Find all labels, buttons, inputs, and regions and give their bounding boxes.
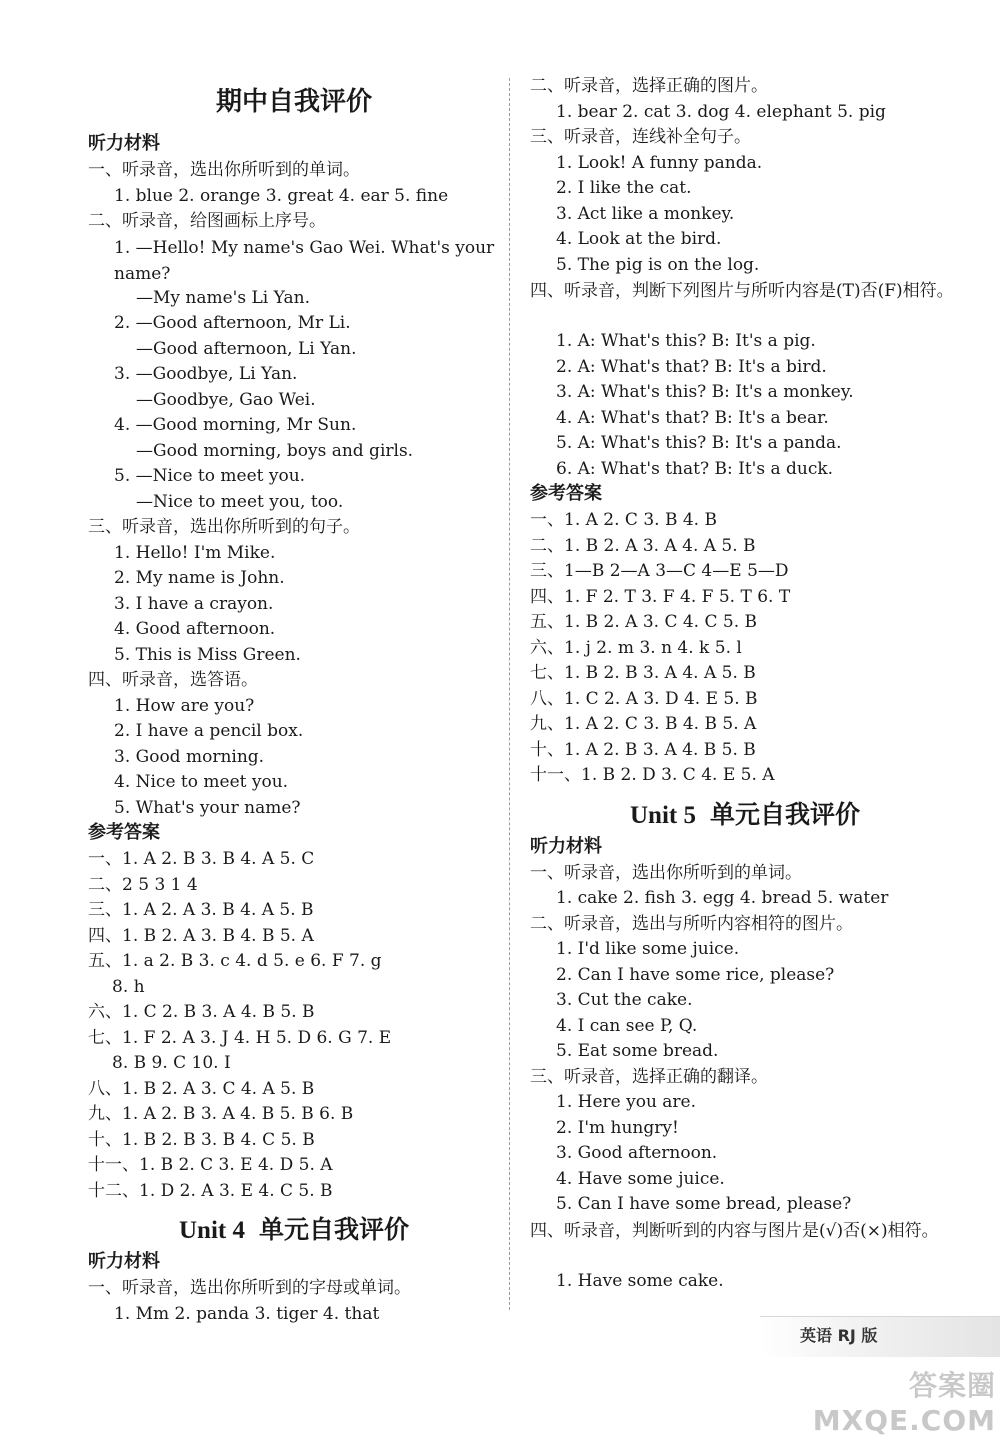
section-heading xyxy=(88,1250,500,1274)
column-divider xyxy=(509,78,510,1310)
line-text: 九、1. A 2. C 3. B 4. B 5. A xyxy=(530,714,757,734)
item-line xyxy=(530,100,960,124)
item-line xyxy=(88,770,500,794)
item-line xyxy=(530,227,960,251)
line-text: 1. Mm 2. panda 3. tiger 4. that xyxy=(114,1303,380,1324)
line-text: 八、1. B 2. A 3. C 4. A 5. B xyxy=(88,1078,315,1099)
answer-line xyxy=(88,1128,500,1152)
footer-band xyxy=(760,1316,1000,1357)
item-line xyxy=(530,355,960,379)
section-heading xyxy=(530,482,960,506)
footer-label: 英语 RJ 版 xyxy=(800,1326,878,1345)
line-text: —My name's Li Yan. xyxy=(136,287,311,308)
item-line xyxy=(88,235,500,287)
line-text: 九、1. A 2. B 3. A 4. B 5. B 6. B xyxy=(88,1104,354,1124)
line-text: 七、1. B 2. B 3. A 4. A 5. B xyxy=(530,663,756,683)
line-text: 1. bear 2. cat 3. dog 4. elephant 5. pig xyxy=(556,101,886,122)
instruction-line xyxy=(530,125,960,149)
item-line xyxy=(88,745,500,769)
item-line xyxy=(88,413,500,437)
answer-line xyxy=(530,661,960,685)
item-line xyxy=(530,937,960,961)
answer-line xyxy=(530,585,960,609)
line-text: 2. I like the cat. xyxy=(556,178,692,198)
instruction-line xyxy=(88,1276,500,1300)
line-text: 二、2 5 3 1 4 xyxy=(88,874,198,895)
answer-line xyxy=(530,508,960,532)
item-line xyxy=(88,311,500,335)
line-text: 听力材料 xyxy=(530,835,602,857)
line-text: 3. I have a crayon. xyxy=(114,593,274,614)
item-line xyxy=(530,1014,960,1038)
section-heading xyxy=(530,835,960,859)
item-line xyxy=(88,719,500,743)
item-line xyxy=(530,202,960,226)
line-text: 5. Can I have some bread, please? xyxy=(556,1194,852,1214)
item-line xyxy=(530,1141,960,1165)
line-text: 6. A: What's that? B: It's a duck. xyxy=(556,458,834,479)
line-text: 5. Eat some bread. xyxy=(556,1041,719,1061)
answer-line xyxy=(88,1153,500,1177)
line-text: 七、1. F 2. A 3. J 4. H 5. D 6. G 7. E xyxy=(88,1027,392,1048)
line-text: 二、听录音，给图画标上序号。 xyxy=(88,211,326,231)
line-text: 3. —Goodbye, Li Yan. xyxy=(114,364,298,384)
instruction-line xyxy=(530,1065,960,1089)
line-text: —Nice to meet you, too. xyxy=(136,491,344,512)
line-text: 2. My name is John. xyxy=(114,568,285,588)
line-text: 十二、1. D 2. A 3. E 4. C 5. B xyxy=(88,1180,333,1201)
line-text: 十、1. B 2. B 3. B 4. C 5. B xyxy=(88,1129,315,1150)
answer-line xyxy=(88,1026,500,1050)
answer-line xyxy=(530,712,960,736)
answer-line xyxy=(530,610,960,634)
line-text: 三、听录音，连线补全句子。 xyxy=(530,127,751,147)
answer-line xyxy=(88,975,500,999)
line-text: 十一、1. B 2. D 3. C 4. E 5. A xyxy=(530,765,775,785)
line-text: 四、1. B 2. A 3. B 4. B 5. A xyxy=(88,925,314,946)
line-text: 4. I can see P, Q. xyxy=(556,1015,698,1036)
item-line xyxy=(88,1302,500,1326)
line-text: 1. cake 2. fish 3. egg 4. bread 5. water xyxy=(556,888,889,908)
item-line xyxy=(88,490,500,514)
line-text: 4. Nice to meet you. xyxy=(114,772,289,792)
unit-subtitle: 单元自我评价 xyxy=(258,1215,409,1244)
answer-line xyxy=(530,738,960,762)
unit-subtitle: 单元自我评价 xyxy=(709,799,860,829)
answer-line xyxy=(88,1051,500,1075)
instruction-line xyxy=(88,209,500,233)
item-line xyxy=(530,963,960,987)
item-line xyxy=(88,796,500,820)
answer-line xyxy=(88,924,500,948)
answer-line xyxy=(530,636,960,660)
unit-title xyxy=(530,797,960,833)
line-text: 四、听录音，选答语。 xyxy=(88,670,258,690)
line-text: 一、听录音，选出你所听到的单词。 xyxy=(530,862,802,883)
line-text: 5. The pig is on the log. xyxy=(556,254,760,275)
line-text: 三、听录音，选择正确的翻译。 xyxy=(530,1066,768,1087)
line-text: 四、1. F 2. T 3. F 4. F 5. T 6. T xyxy=(530,586,791,607)
line-text: 三、听录音，选出你所听到的句子。 xyxy=(88,517,360,537)
answer-line xyxy=(530,559,960,583)
item-line xyxy=(88,541,500,565)
line-text: 1. —Hello! My name's Gao Wei. What's your name? xyxy=(114,237,495,284)
section-heading xyxy=(88,132,500,156)
line-text: 一、听录音，选出你所听到的字母或单词。 xyxy=(88,1278,411,1298)
line-text: 3. Good afternoon. xyxy=(556,1143,718,1163)
answer-line xyxy=(88,949,500,973)
line-text: 2. A: What's that? B: It's a bird. xyxy=(556,356,827,377)
item-line xyxy=(88,694,500,718)
line-text: 4. A: What's that? B: It's a bear. xyxy=(556,407,829,428)
answer-line xyxy=(88,1077,500,1101)
line-text: 4. Have some juice. xyxy=(556,1168,725,1189)
unit-title xyxy=(88,1212,500,1248)
line-text: 一、1. A 2. B 3. B 4. A 5. C xyxy=(88,849,315,869)
item-line xyxy=(530,278,960,330)
item-line xyxy=(88,388,500,412)
line-text: 六、1. C 2. B 3. A 4. B 5. B xyxy=(88,1002,315,1022)
instruction-line xyxy=(88,515,500,539)
line-text: 3. Act like a monkey. xyxy=(556,203,735,224)
item-line xyxy=(530,151,960,175)
item-line xyxy=(88,184,500,208)
item-line xyxy=(88,592,500,616)
item-line xyxy=(530,380,960,404)
item-line xyxy=(530,1116,960,1140)
line-text: 1. Have some cake. xyxy=(556,1270,724,1291)
line-text: 一、1. A 2. C 3. B 4. B xyxy=(530,510,717,530)
unit-number: Unit 5 xyxy=(630,801,696,829)
item-line xyxy=(530,253,960,277)
line-text: 5. —Nice to meet you. xyxy=(114,466,306,486)
instruction-line xyxy=(530,861,960,885)
line-text: 三、1. A 2. A 3. B 4. A 5. B xyxy=(88,900,314,920)
line-text: 八、1. C 2. A 3. D 4. E 5. B xyxy=(530,688,758,709)
line-text: 5. What's your name? xyxy=(114,797,301,818)
line-text: 5. This is Miss Green. xyxy=(114,644,301,665)
item-line xyxy=(88,566,500,590)
line-text: 四、听录音，判断下列图片与所听内容是(T)否(F)相符。 xyxy=(530,281,954,301)
instruction-line xyxy=(530,74,960,98)
item-line xyxy=(530,1269,960,1293)
line-text: 二、1. B 2. A 3. A 4. A 5. B xyxy=(530,535,756,556)
answer-line xyxy=(88,898,500,922)
line-text: 1. How are you? xyxy=(114,695,255,716)
line-text: —Goodbye, Gao Wei. xyxy=(136,389,316,410)
item-line xyxy=(530,431,960,455)
line-text: 二、听录音，选择正确的图片。 xyxy=(530,76,768,96)
line-text: 1. blue 2. orange 3. great 4. ear 5. fine xyxy=(114,185,449,206)
answer-line xyxy=(530,763,960,787)
unit-number: Unit 4 xyxy=(179,1217,245,1244)
line-text: 听力材料 xyxy=(88,133,160,154)
answer-line xyxy=(88,1102,500,1126)
item-line xyxy=(88,464,500,488)
item-line xyxy=(530,1218,960,1270)
line-text: 五、1. B 2. A 3. C 4. C 5. B xyxy=(530,612,758,632)
line-text: 三、1—B 2—A 3—C 4—E 5—D xyxy=(530,561,789,581)
line-text: 一、听录音，选出你所听到的单词。 xyxy=(88,160,360,180)
line-text: —Good morning, boys and girls. xyxy=(136,440,414,461)
line-text: 五、1. a 2. B 3. c 4. d 5. e 6. F 7. g xyxy=(88,951,382,971)
line-text: 十一、1. B 2. C 3. E 4. D 5. A xyxy=(88,1155,333,1175)
item-line xyxy=(530,176,960,200)
line-text: 8. h xyxy=(112,976,145,997)
item-line xyxy=(530,886,960,910)
watermark: 答案圈 MXQE.COM xyxy=(812,1369,996,1437)
line-text: —Good afternoon, Li Yan. xyxy=(136,338,357,359)
line-text: 2. —Good afternoon, Mr Li. xyxy=(114,313,351,333)
line-text: 1. Hello! I'm Mike. xyxy=(114,542,276,563)
line-text: 1. A: What's this? B: It's a pig. xyxy=(556,331,816,351)
item-line xyxy=(530,1167,960,1191)
line-text: 4. Good afternoon. xyxy=(114,619,276,639)
item-line xyxy=(530,329,960,353)
item-line xyxy=(88,362,500,386)
item-line xyxy=(530,406,960,430)
item-line xyxy=(88,439,500,463)
line-text: 二、听录音，选出与所听内容相符的图片。 xyxy=(530,913,853,934)
line-text: 3. A: What's this? B: It's a monkey. xyxy=(556,382,854,402)
line-text: 2. I have a pencil box. xyxy=(114,721,304,741)
line-text: 参考答案 xyxy=(88,822,160,843)
line-text: 2. Can I have some rice, please? xyxy=(556,964,835,985)
line-text: 4. Look at the bird. xyxy=(556,229,722,249)
line-text: 2. I'm hungry! xyxy=(556,1117,679,1138)
line-text: 1. Here you are. xyxy=(556,1092,697,1112)
instruction-line xyxy=(88,158,500,182)
line-text: 参考答案 xyxy=(530,483,602,504)
item-line xyxy=(88,286,500,310)
answer-line xyxy=(530,687,960,711)
item-line xyxy=(530,1192,960,1216)
item-line xyxy=(530,1090,960,1114)
instruction-line xyxy=(530,912,960,936)
line-text: 1. I'd like some juice. xyxy=(556,939,740,959)
answer-line xyxy=(530,534,960,558)
page-title: 期中自我评价 xyxy=(215,87,372,117)
answer-line xyxy=(88,1179,500,1203)
answer-line xyxy=(88,873,500,897)
line-text: 十、1. A 2. B 3. A 4. B 5. B xyxy=(530,739,756,760)
line-text: 5. A: What's this? B: It's a panda. xyxy=(556,433,842,453)
line-text: 四、听录音，判断听到的内容与图片是(√)否(×)相符。 xyxy=(530,1220,939,1241)
item-line xyxy=(530,457,960,481)
item-line xyxy=(88,337,500,361)
line-text: 3. Cut the cake. xyxy=(556,990,693,1010)
instruction-line xyxy=(88,668,500,692)
item-line xyxy=(530,1039,960,1063)
answer-line xyxy=(88,847,500,871)
line-text: 8. B 9. C 10. I xyxy=(112,1053,231,1073)
line-text: 听力材料 xyxy=(88,1251,160,1272)
line-text: 六、1. j 2. m 3. n 4. k 5. l xyxy=(530,637,742,658)
item-line xyxy=(530,988,960,1012)
answer-line xyxy=(88,1000,500,1024)
line-text: 1. Look! A funny panda. xyxy=(556,152,763,173)
item-line xyxy=(88,617,500,641)
section-heading xyxy=(88,821,500,845)
line-text: 4. —Good morning, Mr Sun. xyxy=(114,415,357,435)
line-text: 3. Good morning. xyxy=(114,746,265,767)
item-line xyxy=(88,643,500,667)
